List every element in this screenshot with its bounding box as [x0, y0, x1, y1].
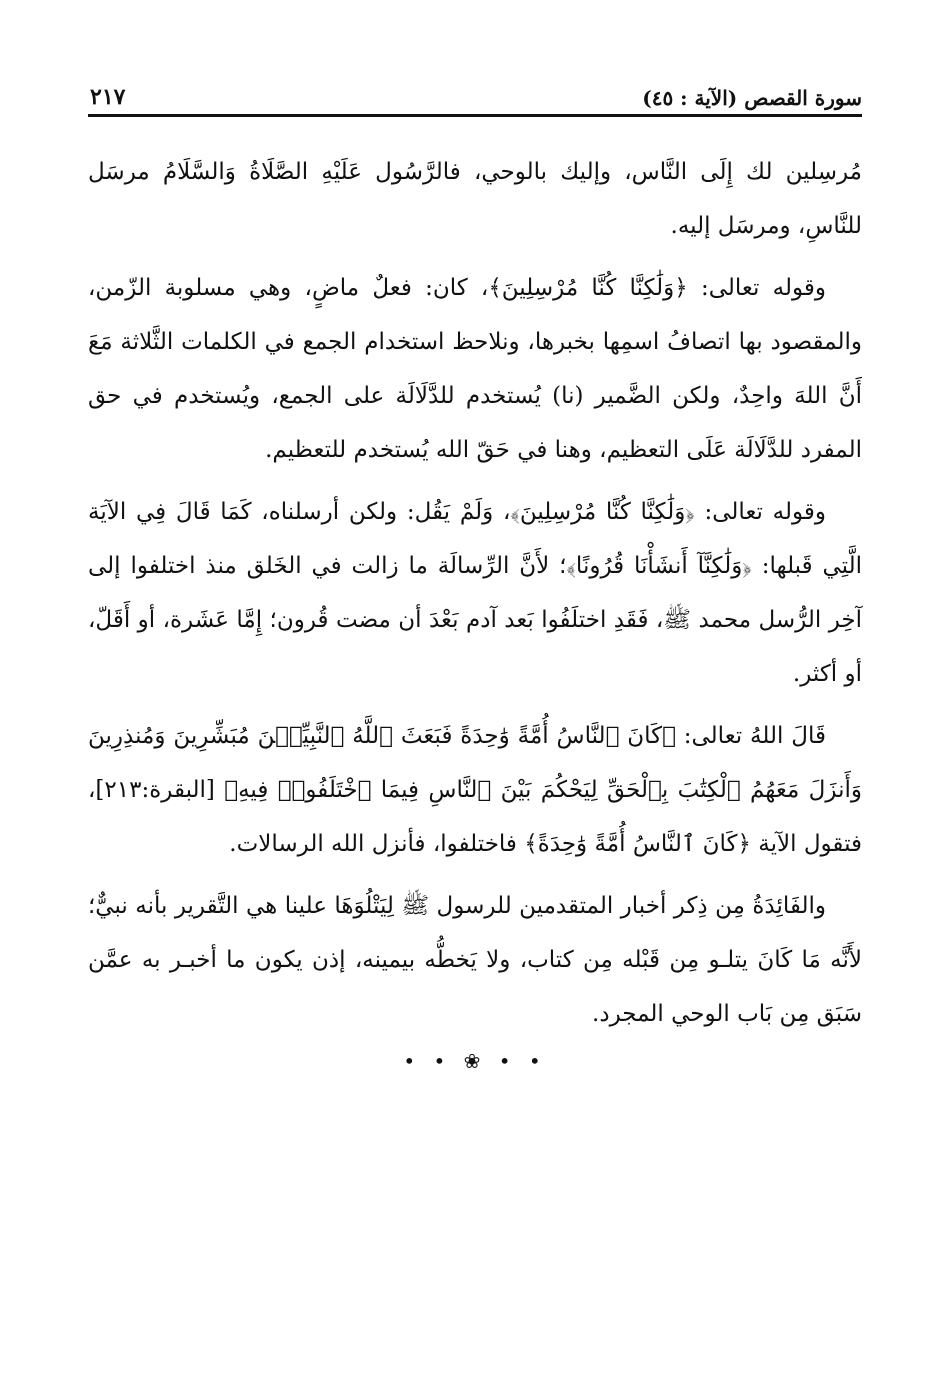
paragraph-3: وقوله تعالى: ﴿وَلَٰكِنَّا كُنَّا مُرْسِلِينَ﴾، وَلَمْ يَقُل: ولكن أرسلناه، كَمَا قَالَ فِي الآيَة الَّتِي قَبلها: ﴿وَلَٰكِنَّآ أَنشَأْنَا قُرُونًا﴾؛ لأَنَّ الرِّسالَة ما زالت في الخَلق منذ اختلفوا إلى آخِر الرُّسل محمد ﷺ، فَقَدِ اختلَفُوا بَعد آدم بَعْدَ أن مضت قُرون؛ إِمَّا عَشَرة، أو أَقَلّ، أو أكثر. [88, 499, 862, 687]
paragraph-2: وقوله تعالى: ﴿وَلَٰكِنَّا كُنَّا مُرْسِلِينَ﴾، كان: فعلٌ ماضٍ، وهي مسلوبة الزّمن، والمقصود بها اتصافُ اسمِها بخبرها، ونلاحظ استخدام الجمع في الكلمات الثَّلاثة مَعَ أَنَّ اللهَ واحِدٌ، ولكن الضَّمير (نا) يُستخدم للدَّلَالَة على الجمع، ويُستخدم في حق المفرد للدَّلَالَة عَلَى التعظيم، وهنا في حَقّ الله يُستخدم للتعظيم. [88, 275, 862, 463]
end-ornament: • • ❀ • • [403, 1049, 547, 1073]
paragraph-5: والفَائِدَةُ مِن ذِكر أخبار المتقدمين للرسول ﷺ لِيَتْلُوَهَا علينا هي التَّقرير بأنه نبيٌّ؛ لأَنَّه مَا كَانَ يتلـو مِن قَبْله مِن كتاب، ولا يَخطُّه بيمينه، إذن يكون ما أخبـر به عمَّن سَبَق مِن بَاب الوحي المجرد. [88, 893, 862, 1027]
paragraph-1: مُرسِلين لك إِلَى النَّاس، وإليك بالوحي، فالرَّسُول عَلَيْهِ الصَّلَاةُ وَالسَّلَامُ مرسَل للنَّاسِ، ومرسَل إليه. [88, 159, 862, 239]
page-header [88, 84, 862, 117]
book-page [88, 84, 862, 1073]
page-body [88, 145, 862, 1041]
paragraph-4: قَالَ اللهُ تعالى: ﴿كَانَ ٱلنَّاسُ أُمَّةً وَٰحِدَةً فَبَعَثَ ٱللَّهُ ٱلنَّبِيِّـۧنَ مُبَشِّرِينَ وَمُنذِرِينَ وَأَنزَلَ مَعَهُمُ ٱلْكِتَٰبَ بِٱلْحَقِّ لِيَحْكُمَ بَيْنَ ٱلنَّاسِ فِيمَا ٱخْتَلَفُوا۟ فِيهِ﴾ [البقرة:٢١٣]، فتقول الآية ﴿كَانَ ٱلنَّاسُ أُمَّةً وَٰحِدَةً﴾ فاختلفوا، فأنزل الله الرسالات. [88, 723, 862, 857]
surah-label: سورة القصص (الآية : ٤٥) [642, 86, 862, 110]
page-number: ٢١٧ [90, 84, 126, 110]
